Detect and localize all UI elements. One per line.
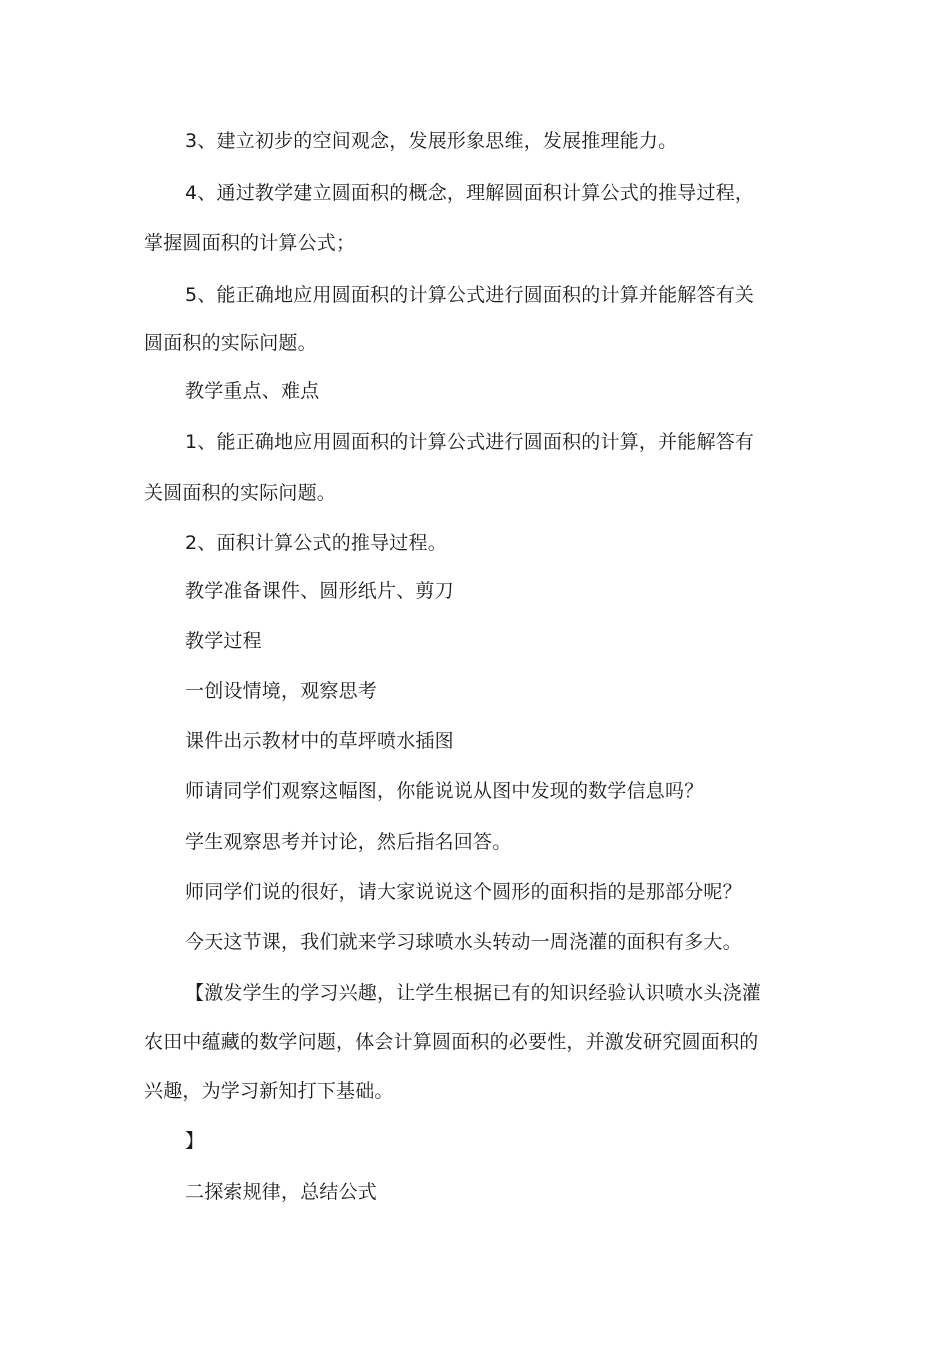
note-line-2: 农田中蕴藏的数学问题，体会计算圆面积的必要性，并激发研究圆面积的 <box>144 1031 759 1053</box>
teaching-preparation: 教学准备课件、圆形纸片、剪刀 <box>185 580 454 602</box>
paragraph-teacher-question: 师请同学们观察这幅图，你能说说从图中发现的数学信息吗？ <box>185 780 704 802</box>
note-line-1: 【激发学生的学习兴趣，让学生根据已有的知识经验认识喷水头浇灌 <box>185 982 762 1004</box>
key-point-1-line-2: 关圆面积的实际问题。 <box>144 482 337 504</box>
objective-4-line-2: 掌握圆面积的计算公式； <box>144 232 356 254</box>
objective-3: 3、建立初步的空间观念，发展形象思维，发展推理能力。 <box>185 130 678 152</box>
key-point-2: 2、面积计算公式的推导过程。 <box>185 532 447 554</box>
paragraph-teacher-followup: 师同学们说的很好，请大家说说这个圆形的面积指的是那部分呢？ <box>185 881 742 903</box>
paragraph-today: 今天这节课，我们就来学习球喷水头转动一周浇灌的面积有多大。 <box>185 931 742 953</box>
paragraph-student-discussion: 学生观察思考并讨论，然后指名回答。 <box>185 831 512 853</box>
objective-5-line-1: 5、能正确地应用圆面积的计算公式进行圆面积的计算并能解答有关 <box>185 284 755 306</box>
objective-4-line-1: 4、通过教学建立圆面积的概念，理解圆面积计算公式的推导过程， <box>185 182 755 204</box>
step-2-heading: 二探索规律，总结公式 <box>185 1181 378 1203</box>
key-point-1-line-1: 1、能正确地应用圆面积的计算公式进行圆面积的计算，并能解答有 <box>185 431 755 453</box>
objective-5-line-2: 圆面积的实际问题。 <box>144 332 317 354</box>
paragraph-courseware: 课件出示教材中的草坪喷水插图 <box>185 730 454 752</box>
note-closing-bracket: 】 <box>185 1130 205 1152</box>
step-1-heading: 一创设情境，观察思考 <box>185 680 378 702</box>
section-heading-process: 教学过程 <box>185 630 262 652</box>
note-line-3: 兴趣，为学习新知打下基础。 <box>144 1080 394 1102</box>
section-heading-key-points: 教学重点、难点 <box>185 380 320 402</box>
